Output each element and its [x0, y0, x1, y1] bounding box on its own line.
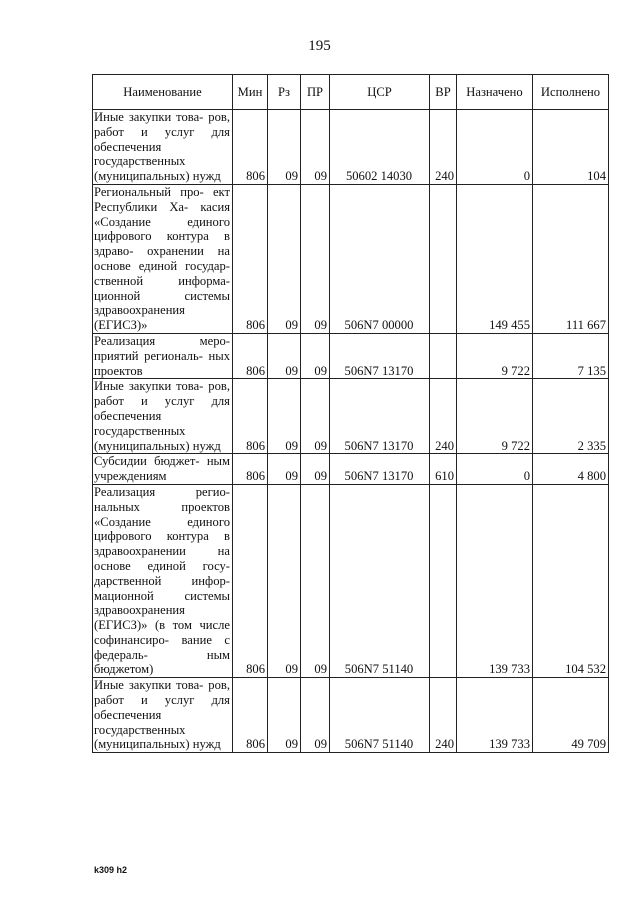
row-name-line: ров, работ и услуг — [94, 110, 230, 139]
row-min-cell: 806 — [233, 333, 268, 378]
row-pr-cell: 09 — [301, 184, 330, 333]
row-name-line: единой государ- — [138, 258, 230, 273]
row-name-cell — [93, 333, 233, 378]
row-name-cell — [93, 484, 233, 677]
row-name-line: Иные закупки това- — [94, 110, 204, 124]
row-csr-cell: 506N7 00000 — [330, 184, 430, 333]
header-executed: Исполнено — [533, 75, 609, 110]
row-min-cell: 806 — [233, 454, 268, 485]
row-name-line: ров, работ и услуг — [94, 379, 230, 409]
row-name-line: здравоохранения — [94, 603, 185, 618]
row-name-line: «Создание единого — [94, 514, 230, 529]
row-name-line: числе софинансиро- — [94, 618, 230, 647]
table-row — [93, 333, 609, 378]
row-name-line: ров, работ и услуг — [94, 678, 230, 708]
table-row — [93, 454, 609, 485]
row-name-line: нужд — [192, 169, 221, 184]
row-name-line: единого цифрового — [94, 214, 230, 244]
footer-code: k309 h2 — [94, 865, 128, 875]
row-name-line: ных проектов — [94, 348, 230, 378]
row-vr-cell: 240 — [430, 678, 457, 753]
table-row — [93, 110, 609, 185]
row-vr-cell: 240 — [430, 110, 457, 185]
row-rz-cell: 09 — [268, 110, 301, 185]
row-name-line: приятий региональ- — [94, 348, 203, 363]
header-min: Мин — [233, 75, 268, 110]
row-pr-cell: 09 — [301, 379, 330, 454]
table-header-row — [93, 75, 609, 110]
row-vr-cell — [430, 333, 457, 378]
row-name-cell — [93, 454, 233, 485]
row-name-line: нужд — [192, 737, 221, 752]
row-name-line: государственных — [94, 423, 186, 438]
row-rz-cell: 09 — [268, 454, 301, 485]
row-name-line: мационной системы — [94, 588, 230, 603]
row-assigned-cell: 139 733 — [457, 678, 533, 753]
row-name-line: ственной информа- — [94, 273, 230, 288]
row-executed-cell: 2 335 — [533, 379, 609, 454]
row-name-line: здравоохранении на — [94, 544, 230, 559]
row-pr-cell: 09 — [301, 678, 330, 753]
row-pr-cell: 09 — [301, 110, 330, 185]
row-executed-cell: 4 800 — [533, 454, 609, 485]
row-name-line: для обеспечения — [94, 124, 230, 154]
row-name-line: ным учреждениям — [94, 454, 230, 484]
row-vr-cell: 610 — [430, 454, 457, 485]
row-vr-cell — [430, 484, 457, 677]
row-name-line: государственных — [94, 722, 186, 737]
row-name-line: для обеспечения — [94, 394, 230, 423]
row-name-cell — [93, 110, 233, 185]
row-rz-cell: 09 — [268, 184, 301, 333]
row-name-line: основе единой госу- — [94, 558, 230, 573]
row-assigned-cell: 9 722 — [457, 379, 533, 454]
row-csr-cell: 50602 14030 — [330, 110, 430, 185]
budget-table — [92, 74, 609, 753]
row-rz-cell: 09 — [268, 484, 301, 677]
row-executed-cell: 104 — [533, 110, 609, 185]
header-name: Наименование — [93, 75, 233, 110]
row-name-line: (ЕГИСЗ)» — [94, 318, 148, 333]
row-min-cell: 806 — [233, 678, 268, 753]
row-name-line: контура в здраво- — [94, 229, 230, 259]
row-name-cell — [93, 678, 233, 753]
row-name-line: нужд — [192, 438, 221, 453]
row-min-cell: 806 — [233, 379, 268, 454]
row-name-line: вание с федераль- — [94, 632, 230, 662]
header-vr: ВР — [430, 75, 457, 110]
row-name-line: здравоохранения — [94, 303, 185, 318]
row-assigned-cell: 0 — [457, 110, 533, 185]
row-name-cell — [93, 379, 233, 454]
header-assigned: Назначено — [457, 75, 533, 110]
row-pr-cell: 09 — [301, 333, 330, 378]
row-min-cell: 806 — [233, 110, 268, 185]
row-csr-cell: 506N7 51140 — [330, 484, 430, 677]
row-csr-cell: 506N7 13170 — [330, 454, 430, 485]
row-name-line: ционной системы — [94, 288, 230, 303]
row-vr-cell: 240 — [430, 379, 457, 454]
row-name-line: Реализация регио- — [94, 484, 230, 499]
row-rz-cell: 09 — [268, 678, 301, 753]
row-name-line: Иные закупки това- — [94, 678, 204, 693]
row-name-line: Иные закупки това- — [94, 379, 204, 394]
row-name-line: цифрового контура в — [94, 529, 230, 544]
table-body — [93, 110, 609, 753]
table-row — [93, 484, 609, 677]
row-name-line: государственных — [94, 154, 186, 169]
row-csr-cell: 506N7 51140 — [330, 678, 430, 753]
header-pr: ПР — [301, 75, 330, 110]
row-name-line: охранении на основе — [94, 244, 230, 273]
row-executed-cell: 49 709 — [533, 678, 609, 753]
table-row — [93, 184, 609, 333]
row-name-line: Реализация меро- — [94, 333, 230, 348]
header-rz: Рз — [268, 75, 301, 110]
row-name-line: (муниципальных) — [94, 438, 190, 453]
row-assigned-cell: 0 — [457, 454, 533, 485]
row-csr-cell: 506N7 13170 — [330, 333, 430, 378]
header-csr: ЦСР — [330, 75, 430, 110]
row-name-line: нальных проектов — [94, 499, 230, 514]
table-row — [93, 379, 609, 454]
row-name-line: дарственной инфор- — [94, 573, 230, 588]
row-executed-cell: 7 135 — [533, 333, 609, 378]
row-name-line: Субсидии бюджет- — [94, 454, 200, 469]
row-min-cell: 806 — [233, 184, 268, 333]
row-assigned-cell: 149 455 — [457, 184, 533, 333]
row-pr-cell: 09 — [301, 454, 330, 485]
row-min-cell: 806 — [233, 484, 268, 677]
row-vr-cell — [430, 184, 457, 333]
row-assigned-cell: 139 733 — [457, 484, 533, 677]
row-rz-cell: 09 — [268, 379, 301, 454]
row-name-cell — [93, 184, 233, 333]
row-name-line: ект Республики Ха- — [94, 184, 230, 214]
row-csr-cell: 506N7 13170 — [330, 379, 430, 454]
row-assigned-cell: 9 722 — [457, 333, 533, 378]
row-name-line: (муниципальных) — [94, 737, 190, 752]
row-name-line: (ЕГИСЗ)» (в том — [94, 618, 192, 633]
row-name-line: ным бюджетом) — [94, 647, 230, 677]
row-rz-cell: 09 — [268, 333, 301, 378]
table-row — [93, 678, 609, 753]
row-executed-cell: 111 667 — [533, 184, 609, 333]
page-number: 195 — [308, 38, 331, 54]
row-name-line: касия «Создание — [94, 199, 230, 229]
row-name-line: (муниципальных) — [94, 169, 190, 184]
row-pr-cell: 09 — [301, 484, 330, 677]
row-name-line: для обеспечения — [94, 693, 230, 722]
row-executed-cell: 104 532 — [533, 484, 609, 677]
row-name-line: Региональный про- — [94, 184, 204, 199]
